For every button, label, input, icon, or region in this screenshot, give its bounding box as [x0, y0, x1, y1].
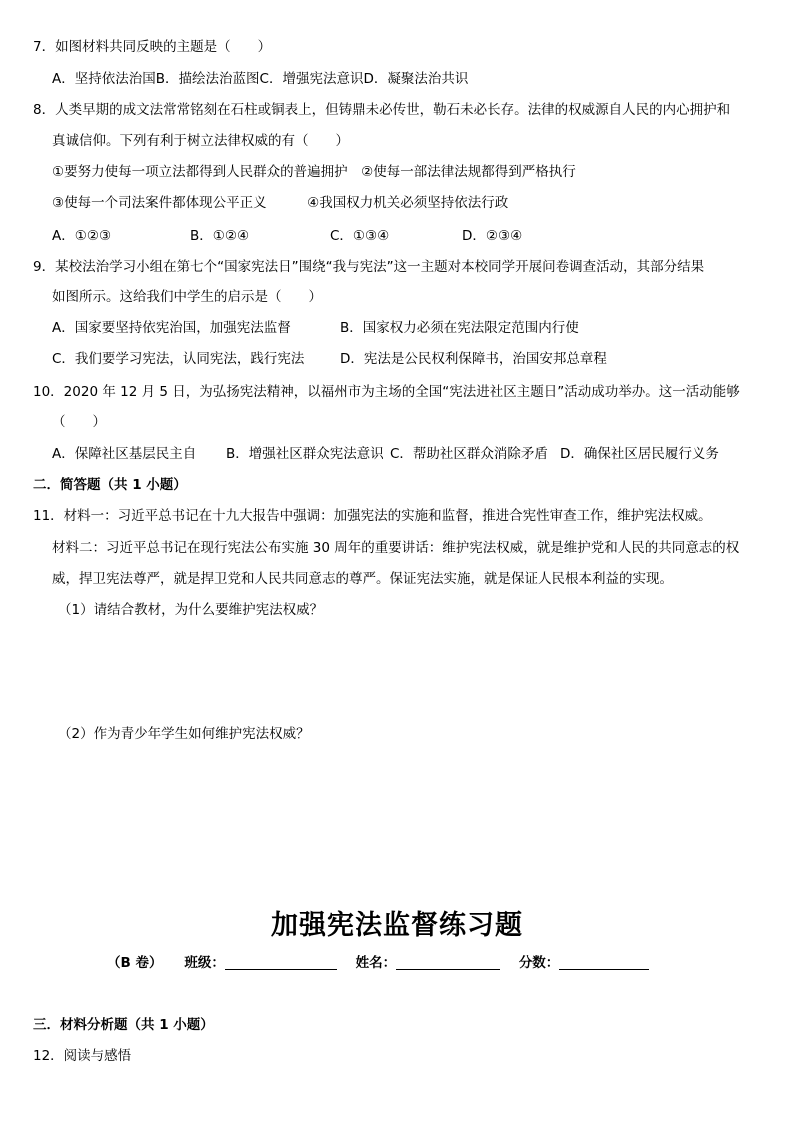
q11-sub2: （2）作为青少年学生如何维护宪法权威？: [58, 726, 310, 742]
q8-items-row2: ③使每一个司法案件都体现公平正义 ④我国权力机关必须坚持依法行政: [52, 195, 509, 211]
q9-stem-line1: 9．某校法治学习小组在第七个“国家宪法日”围绕“我与宪法”这一主题对本校同学开展问卷调查活动，其部分结果: [33, 259, 705, 275]
q8-option-a[interactable]: A．①②③: [52, 228, 112, 244]
q8-stem-line2: 真诚信仰。下列有利于树立法律权威的有（ ）: [52, 133, 349, 149]
q8-option-d[interactable]: D．②③④: [462, 228, 523, 244]
q11-sub1: （1）请结合教材，为什么要维护宪法权威？: [58, 602, 324, 618]
q7-options: [52, 70, 468, 88]
q11-material2-line2: 威，捍卫宪法尊严，就是捍卫党和人民共同意志的尊严。保证宪法实施，就是保证人民根本利益的实现。: [52, 571, 673, 587]
q10-option-b[interactable]: B．增强社区群众宪法意识: [226, 446, 384, 462]
q9-option-a[interactable]: A．国家要坚持依宪治国，加强宪法监督: [52, 320, 291, 336]
score-field[interactable]: [559, 955, 649, 970]
q8-stem-line1: 8．人类早期的成文法常常铭刻在石柱或铜表上，但铸鼎未必传世，勒石未必长存。法律的权威源自人民的内心拥护和: [33, 102, 731, 118]
q10-stem-line1: 10．2020 年 12 月 5 日，为弘扬宪法精神，以福州市为主场的全国“宪法进社区主题日”活动成功举办。这一活动能够: [33, 384, 740, 400]
q9-options-row2: [52, 350, 607, 368]
name-label: 姓名：: [355, 955, 397, 971]
q7-option-d[interactable]: D．凝聚法治共识: [363, 71, 469, 87]
paper-title: 加强宪法监督练习题: [271, 910, 523, 941]
q11-material2-line1: 材料二：习近平总书记在现行宪法公布实施 30 周年的重要讲话：维护宪法权威，就是维护党和人民的共同意志的权: [52, 540, 740, 556]
q8-option-c[interactable]: C．①③④: [330, 228, 390, 244]
student-info-row: [107, 954, 649, 972]
section3-heading: 三．材料分析题（共 1 小题）: [33, 1017, 214, 1033]
q10-stem-line2: （ ）: [52, 414, 106, 430]
q7-option-b[interactable]: B．描绘法治蓝图: [155, 71, 260, 87]
q9-option-d[interactable]: D．宪法是公民权利保障书，治国安邦总章程: [340, 351, 607, 367]
class-label: 班级：: [184, 955, 225, 971]
volume-label: （B 卷）: [107, 955, 163, 971]
q12-stem: 12．阅读与感悟: [33, 1048, 132, 1064]
q10-option-d[interactable]: D．确保社区居民履行义务: [560, 446, 719, 462]
class-field[interactable]: [225, 955, 337, 970]
q7-stem: 7．如图材料共同反映的主题是（ ）: [33, 39, 272, 55]
q8-items-row1: ①要努力使每一项立法都得到人民群众的普遍拥护 ②使每一部法律法规都得到严格执行: [52, 164, 576, 180]
q10-options: [52, 445, 719, 463]
name-field[interactable]: [396, 955, 500, 970]
score-label: 分数：: [518, 955, 560, 971]
q9-option-c[interactable]: C．我们要学习宪法，认同宪法，践行宪法: [52, 351, 305, 367]
section2-heading: 二．简答题（共 1 小题）: [33, 477, 187, 493]
q9-stem-line2: 如图所示。这给我们中学生的启示是（ ）: [52, 289, 322, 305]
q11-material1: 11．材料一：习近平总书记在十九大报告中强调：加强宪法的实施和监督，推进合宪性审查工作，维护宪法权威。: [33, 508, 712, 524]
q8-option-b[interactable]: B．①②④: [190, 228, 250, 244]
q10-option-c[interactable]: C．帮助社区群众消除矛盾: [390, 446, 548, 462]
q10-option-a[interactable]: A．保障社区基层民主自: [52, 446, 197, 462]
q7-option-a[interactable]: A．坚持依法治国: [52, 71, 156, 87]
q8-options: [52, 227, 522, 245]
q7-option-c[interactable]: C．增强宪法意识: [259, 71, 364, 87]
q9-option-b[interactable]: B．国家权力必须在宪法限定范围内行使: [340, 320, 579, 336]
q9-options-row1: [52, 319, 579, 337]
